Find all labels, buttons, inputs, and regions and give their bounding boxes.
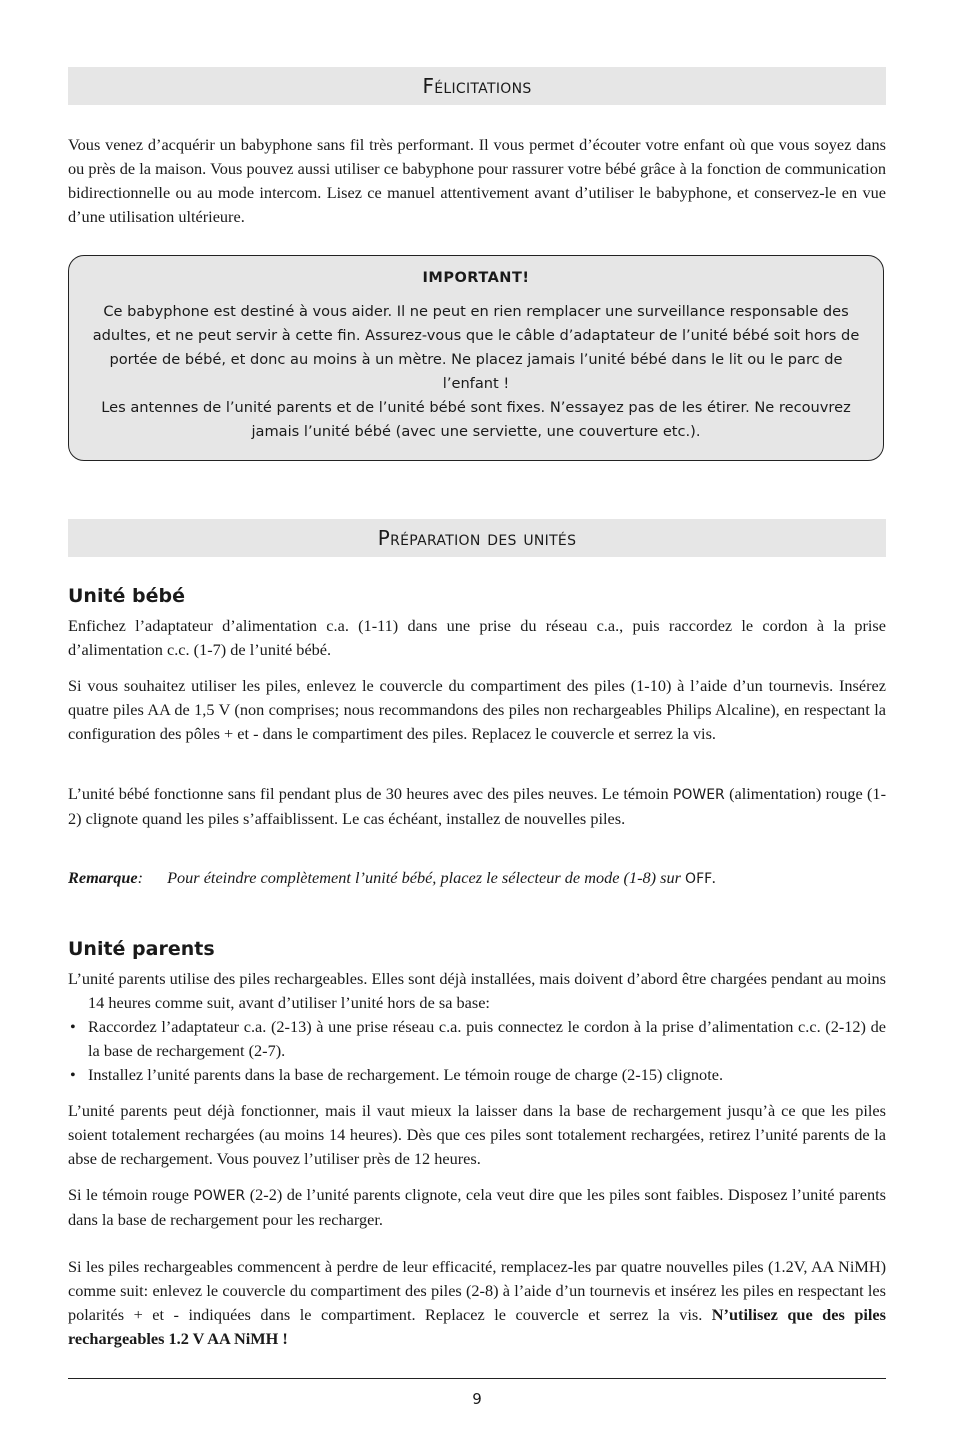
remark-end: .	[712, 868, 717, 887]
bullet-text: Installez l’unité parents dans la base de rechargement. Le témoin rouge de charge (2-15) clignote.	[88, 1065, 724, 1084]
remark-colon: :	[137, 868, 144, 887]
bebe-p3-text-a: L’unité bébé fonctionne sans fil pendant plus de 30 heures avec des piles neuves. Le témoin	[68, 784, 673, 803]
bebe-p3-text-b: (alimentation) rouge (1-2) clignote quand les piles s’affaiblissent. Le cas échéant, installez de nouvelles piles.	[68, 784, 886, 828]
important-title: IMPORTANT!	[422, 270, 530, 286]
parents-paragraph-3	[68, 1183, 886, 1232]
important-notice-box	[68, 255, 884, 461]
bullet-glyph: •	[70, 1017, 76, 1036]
parents-p4-text: Si les piles rechargeables commencent à perdre de leur efficacité, remplacez-les par quatre nouvelles piles (1.2V, AA NiMH) comme suit: enlevez le couvercle du compartiment des piles (2-8) à l’aide d’un tournevis et insérez les piles en respectant les polarités + et - indiquées dans le compartiment. Replacez le couvercle et serrez la vis.	[68, 1257, 886, 1324]
bullet-text: Raccordez l’adaptateur c.a. (2-13) à une prise réseau c.a. puis connectez le cordon à la prise d’alimentation c.c. (2-12) de la base de rechargement (2-7).	[88, 1017, 886, 1060]
important-text-2: Les antennes de l’unité parents et de l’unité bébé sont fixes. N’essayez pas de les étirer. Ne recouvrez jamais l’unité bébé (avec une serviette, une couverture etc.).	[101, 399, 851, 440]
important-body	[81, 300, 871, 444]
parents-bullet-list	[68, 1015, 886, 1087]
remark-label: Remarque	[68, 868, 138, 887]
bebe-paragraph-2: Si vous souhaitez utiliser les piles, enlevez le couvercle du compartiment des piles (1-10) à l’aide d’un tournevis. Insérez quatre piles AA de 1,5 V (non comprises; nous recommandons des piles non rechargeables Philips Alcaline), en respectant la configuration des pôles + et - dans le compartiment des piles. Replacez le couvercle et serrez la vis.	[68, 676, 886, 743]
list-item	[68, 1015, 886, 1063]
parents-paragraph-4	[68, 1255, 886, 1351]
off-label: OFF	[685, 871, 713, 887]
bebe-paragraph-3	[68, 782, 886, 831]
parents-p4-warning: N’utilisez que des piles rechargeables 1.2 V AA NiMH !	[68, 1305, 886, 1348]
bebe-paragraph-1: Enfichez l’adaptateur d’alimentation c.a. (1-11) dans une prise du réseau c.a., puis raccordez le cordon à la prise d’alimentation c.c. (1-7) de l’unité bébé.	[68, 616, 886, 659]
heading-unite-parents: Unité parents	[68, 938, 215, 960]
section-title: Félicitations	[422, 74, 532, 98]
list-item	[68, 1063, 886, 1087]
parents-intro: L’unité parents utilise des piles rechargeables. Elles sont déjà installées, mais doivent d’abord être chargées pendant au moins 14 heures comme suit, avant d’utiliser l’unité hors de sa base:	[68, 969, 886, 1012]
section-header-preparation	[68, 519, 886, 557]
power-label: POWER	[193, 1188, 246, 1204]
remark-text: Pour éteindre complètement l’unité bébé, placez le sélecteur de mode (1-8) sur	[167, 868, 686, 887]
important-text-1: Ce babyphone est destiné à vous aider. Il ne peut en rien remplacer une surveillance responsable des adultes, et ne peut servir à cette fin. Assurez-vous que le câble d’adaptateur de l’unité bébé soit hors de portée de bébé, et donc au moins à un mètre. Ne placez jamais l’unité bébé dans le lit ou le parc de l’enfant !	[92, 303, 860, 392]
page-number: 9	[472, 1390, 482, 1408]
parents-p3-text-a: Si le témoin rouge	[68, 1185, 194, 1204]
section-header-felicitations	[68, 67, 886, 105]
footer-divider	[68, 1378, 886, 1379]
section-title: Préparation des unités	[377, 526, 577, 550]
intro-paragraph: Vous venez d’acquérir un babyphone sans fil très performant. Il vous permet d’écouter votre enfant où que vous soyez dans ou près de la maison. Vous pouvez aussi utiliser ce babyphone pour rassurer votre bébé grâce à la fonction de communication bidirectionnelle ou au mode intercom. Lisez ce manuel attentivement avant d’utiliser le babyphone, et conservez-le en vue d’une utilisation ultérieure.	[68, 135, 886, 226]
parents-p3-text-b: (2-2) de l’unité parents clignote, cela veut dire que les piles sont faibles. Disposez l’unité parents dans la base de rechargement pour les recharger.	[68, 1185, 886, 1229]
parents-paragraph-2: L’unité parents peut déjà fonctionner, mais il vaut mieux la laisser dans la base de rechargement jusqu’à ce que les piles soient totalement rechargées (au moins 14 heures). Dès que ces piles sont totalement rechargées, retirez l’unité parents de la abse de rechargement. Vous pouvez l’utiliser près de 12 heures.	[68, 1101, 886, 1168]
bebe-remark	[68, 866, 886, 891]
heading-unite-bebe: Unité bébé	[68, 585, 186, 607]
bullet-glyph: •	[70, 1065, 76, 1084]
power-label: POWER	[672, 787, 725, 803]
